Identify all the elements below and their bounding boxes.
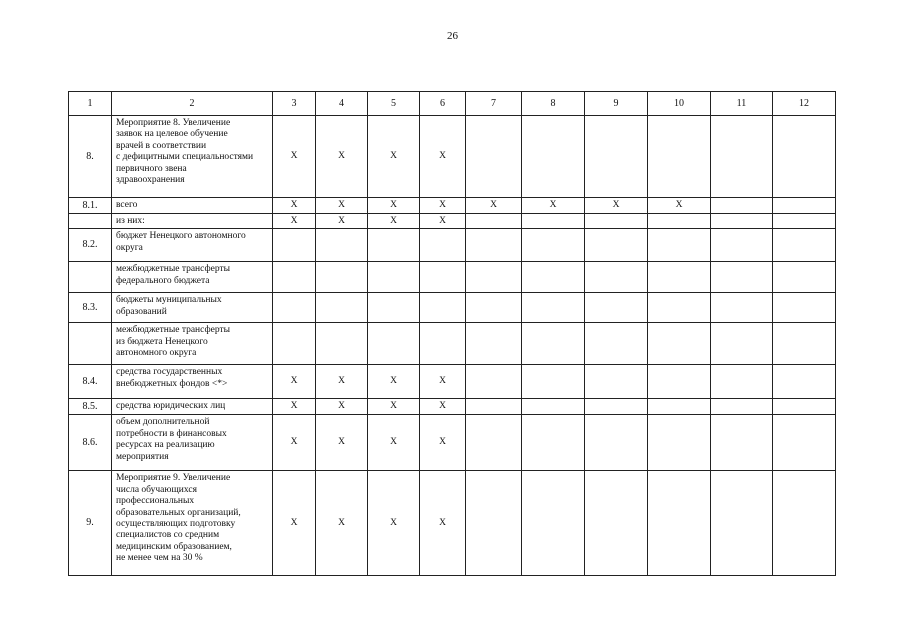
value-cell: Х: [585, 198, 648, 214]
value-cell: [368, 323, 420, 365]
row-number-cell: 8.1.: [69, 198, 112, 214]
row-number-cell: 9.: [69, 471, 112, 576]
table-row: [69, 471, 836, 576]
value-cell: [316, 323, 368, 365]
table-row: [69, 262, 836, 293]
header-cell: 12: [773, 92, 836, 116]
value-cell: Х: [316, 415, 368, 471]
table-row: [69, 415, 836, 471]
row-description-cell: средства юридических лиц: [112, 399, 273, 415]
value-cell: [773, 262, 836, 293]
page-number: 26: [447, 30, 458, 42]
header-cell: 11: [711, 92, 773, 116]
value-cell: [648, 116, 711, 198]
value-cell: [420, 229, 466, 262]
value-cell: Х: [420, 399, 466, 415]
header-cell: 2: [112, 92, 273, 116]
value-cell: [316, 262, 368, 293]
header-cell: 5: [368, 92, 420, 116]
value-cell: [648, 229, 711, 262]
value-cell: [420, 293, 466, 323]
value-cell: [711, 229, 773, 262]
value-cell: Х: [316, 214, 368, 229]
value-cell: [773, 415, 836, 471]
value-cell: [648, 323, 711, 365]
value-cell: Х: [273, 471, 316, 576]
value-cell: Х: [273, 415, 316, 471]
value-cell: Х: [316, 116, 368, 198]
header-cell: 8: [522, 92, 585, 116]
value-cell: Х: [316, 198, 368, 214]
row-number-cell: 8.6.: [69, 415, 112, 471]
value-cell: [316, 293, 368, 323]
value-cell: [522, 365, 585, 399]
table-row: [69, 323, 836, 365]
value-cell: Х: [368, 471, 420, 576]
value-cell: Х: [420, 415, 466, 471]
value-cell: [420, 323, 466, 365]
row-description-cell: межбюджетные трансферты из бюджета Ненецкого автономного округа: [112, 323, 273, 365]
value-cell: Х: [273, 214, 316, 229]
value-cell: Х: [316, 471, 368, 576]
table-row: [69, 399, 836, 415]
value-cell: [273, 229, 316, 262]
header-row: [69, 92, 836, 116]
value-cell: [648, 262, 711, 293]
value-cell: [522, 262, 585, 293]
table-row: [69, 293, 836, 323]
value-cell: [711, 415, 773, 471]
row-number-cell: [69, 214, 112, 229]
value-cell: [711, 198, 773, 214]
value-cell: [773, 293, 836, 323]
value-cell: Х: [420, 116, 466, 198]
row-description-cell: бюджет Ненецкого автономного округа: [112, 229, 273, 262]
value-cell: Х: [420, 214, 466, 229]
row-description-cell: Мероприятие 9. Увеличение числа обучающихся профессиональных образовательных организаций, осуществляющих подготовку специалистов со средним медицинским образованием, не менее чем на 30 %: [112, 471, 273, 576]
value-cell: [773, 116, 836, 198]
value-cell: [466, 365, 522, 399]
row-number-cell: 8.4.: [69, 365, 112, 399]
value-cell: [711, 399, 773, 415]
value-cell: Х: [368, 365, 420, 399]
row-number-cell: 8.3.: [69, 293, 112, 323]
value-cell: [773, 365, 836, 399]
value-cell: [648, 415, 711, 471]
value-cell: [273, 293, 316, 323]
row-number-cell: 8.: [69, 116, 112, 198]
value-cell: [466, 293, 522, 323]
value-cell: [773, 198, 836, 214]
value-cell: [585, 365, 648, 399]
value-cell: Х: [466, 198, 522, 214]
value-cell: [585, 229, 648, 262]
value-cell: Х: [316, 365, 368, 399]
value-cell: [711, 323, 773, 365]
value-cell: [711, 365, 773, 399]
value-cell: [585, 262, 648, 293]
value-cell: Х: [648, 198, 711, 214]
value-cell: Х: [420, 365, 466, 399]
value-cell: [316, 229, 368, 262]
value-cell: [585, 399, 648, 415]
value-cell: [711, 262, 773, 293]
value-cell: [773, 214, 836, 229]
header-cell: 7: [466, 92, 522, 116]
value-cell: [368, 293, 420, 323]
value-cell: [522, 214, 585, 229]
value-cell: [522, 471, 585, 576]
value-cell: [368, 262, 420, 293]
row-description-cell: Мероприятие 8. Увеличение заявок на целевое обучение врачей в соответствии с дефицитными специальностями первичного звена здравоохранения: [112, 116, 273, 198]
row-description-cell: всего: [112, 198, 273, 214]
value-cell: [711, 293, 773, 323]
value-cell: [466, 262, 522, 293]
value-cell: Х: [522, 198, 585, 214]
row-description-cell: бюджеты муниципальных образований: [112, 293, 273, 323]
table-row: [69, 229, 836, 262]
value-cell: [711, 214, 773, 229]
value-cell: [273, 262, 316, 293]
value-cell: [522, 399, 585, 415]
value-cell: [773, 229, 836, 262]
value-cell: [466, 415, 522, 471]
value-cell: Х: [368, 399, 420, 415]
value-cell: [466, 323, 522, 365]
value-cell: Х: [420, 471, 466, 576]
value-cell: [585, 116, 648, 198]
value-cell: Х: [368, 116, 420, 198]
value-cell: [711, 471, 773, 576]
value-cell: [522, 415, 585, 471]
row-description-cell: из них:: [112, 214, 273, 229]
value-cell: [648, 214, 711, 229]
row-number-cell: 8.2.: [69, 229, 112, 262]
table-row: [69, 214, 836, 229]
value-cell: [522, 293, 585, 323]
value-cell: [368, 229, 420, 262]
table-row: [69, 198, 836, 214]
value-cell: [773, 471, 836, 576]
value-cell: [711, 116, 773, 198]
value-cell: [585, 214, 648, 229]
header-cell: 6: [420, 92, 466, 116]
value-cell: [648, 471, 711, 576]
value-cell: Х: [273, 116, 316, 198]
value-cell: [585, 293, 648, 323]
value-cell: Х: [368, 214, 420, 229]
value-cell: Х: [316, 399, 368, 415]
value-cell: [273, 323, 316, 365]
value-cell: [585, 471, 648, 576]
value-cell: Х: [368, 198, 420, 214]
header-cell: 10: [648, 92, 711, 116]
value-cell: [466, 229, 522, 262]
value-cell: [648, 365, 711, 399]
value-cell: Х: [273, 198, 316, 214]
value-cell: [466, 399, 522, 415]
value-cell: [522, 323, 585, 365]
value-cell: [648, 399, 711, 415]
value-cell: [522, 229, 585, 262]
row-description-cell: объем дополнительной потребности в финансовых ресурсах на реализацию мероприятия: [112, 415, 273, 471]
table-row: [69, 365, 836, 399]
program-table: [68, 91, 836, 576]
value-cell: [773, 399, 836, 415]
row-number-cell: [69, 262, 112, 293]
value-cell: [420, 262, 466, 293]
row-number-cell: 8.5.: [69, 399, 112, 415]
value-cell: [773, 323, 836, 365]
value-cell: [466, 471, 522, 576]
value-cell: [522, 116, 585, 198]
header-cell: 1: [69, 92, 112, 116]
header-cell: 3: [273, 92, 316, 116]
value-cell: [466, 214, 522, 229]
header-cell: 9: [585, 92, 648, 116]
row-description-cell: средства государственных внебюджетных фондов <*>: [112, 365, 273, 399]
value-cell: [466, 116, 522, 198]
value-cell: Х: [273, 399, 316, 415]
value-cell: Х: [368, 415, 420, 471]
table-row: [69, 116, 836, 198]
value-cell: [585, 323, 648, 365]
value-cell: Х: [420, 198, 466, 214]
value-cell: Х: [273, 365, 316, 399]
header-cell: 4: [316, 92, 368, 116]
row-number-cell: [69, 323, 112, 365]
value-cell: [585, 415, 648, 471]
row-description-cell: межбюджетные трансферты федерального бюджета: [112, 262, 273, 293]
value-cell: [648, 293, 711, 323]
